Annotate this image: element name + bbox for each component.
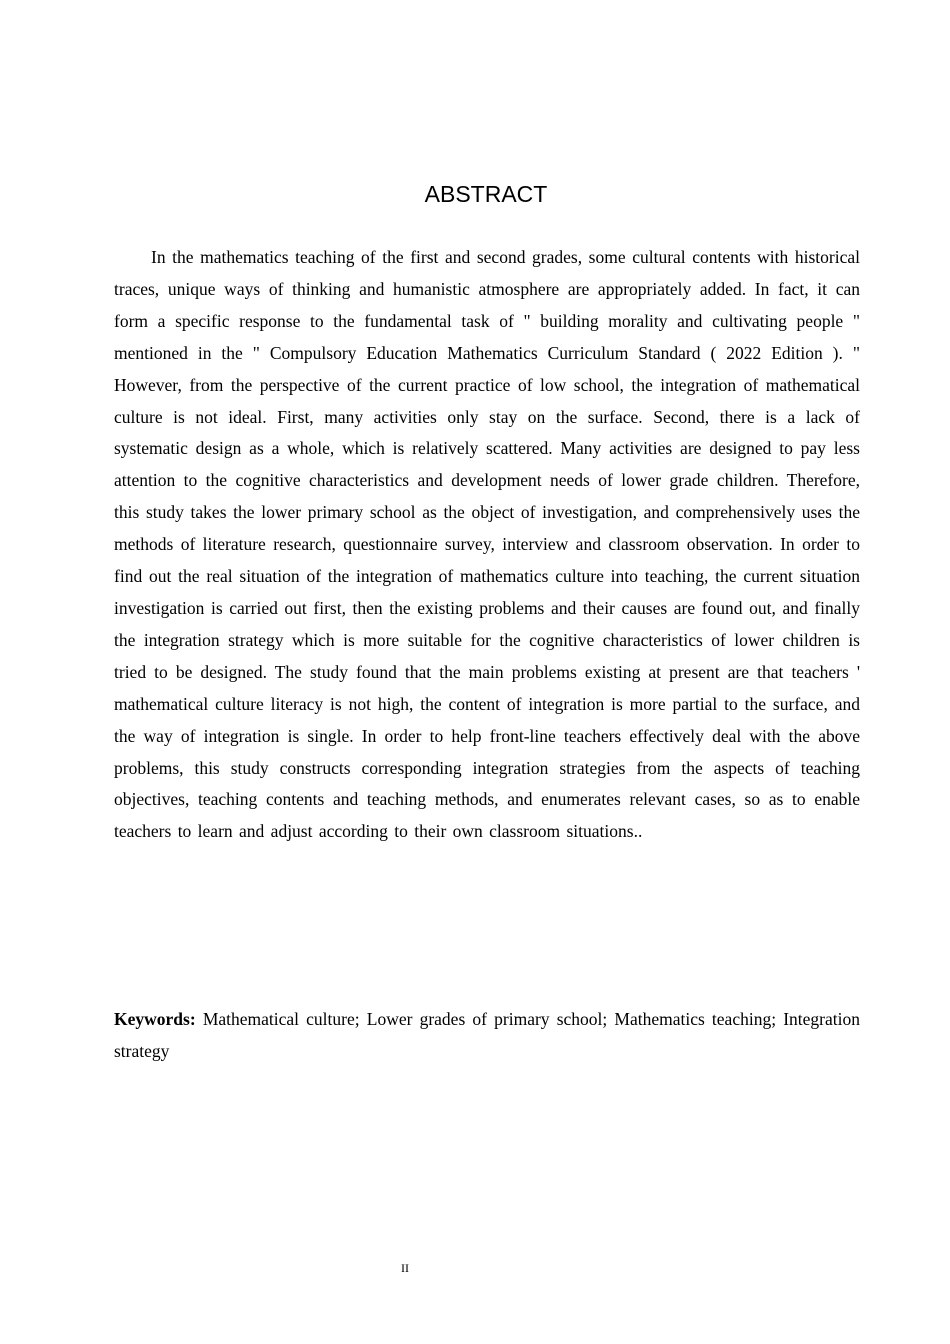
keywords-text: Mathematical culture; Lower grades of primary school; Mathematics teaching; Integration strategy [114, 1009, 860, 1061]
page-title: ABSTRACT [424, 181, 548, 207]
keywords-label: Keywords: [114, 1009, 196, 1029]
keywords-line [114, 1004, 860, 1068]
page-number: II [401, 1261, 409, 1275]
abstract-paragraph: In the mathematics teaching of the first and second grades, some cultural contents with historical traces, unique ways of thinking and humanistic atmosphere are appropriately added. In fact, it can form a specific response to the fundamental task of " building morality and cultivating people " mentioned in the " Compulsory Education Mathematics Curriculum Standard ( 2022 Edition ). " However, from the perspective of the current practice of low school, the integration of mathematical culture is not ideal. First, many activities only stay on the surface. Second, there is a lack of systematic design as a whole, which is relatively scattered. Many activities are designed to pay less attention to the cognitive characteristics and development needs of lower grade children. Therefore, this study takes the lower primary school as the object of investigation, and comprehensively uses the methods of literature research, questionnaire survey, interview and classroom observation. In order to find out the real situation of the integration of mathematics culture into teaching, the current situation investigation is carried out first, then the existing problems and their causes are found out, and finally the integration strategy which is more suitable for the cognitive characteristics of lower children is tried to be designed. The study found that the main problems existing at present are that teachers ' mathematical culture literacy is not high, the content of integration is more partial to the surface, and the way of integration is single. In order to help front-line teachers effectively deal with the above problems, this study constructs corresponding integration strategies from the aspects of teaching objectives, teaching contents and teaching methods, and enumerates relevant cases, so as to enable teachers to learn and adjust according to their own classroom situations.. [114, 247, 860, 842]
